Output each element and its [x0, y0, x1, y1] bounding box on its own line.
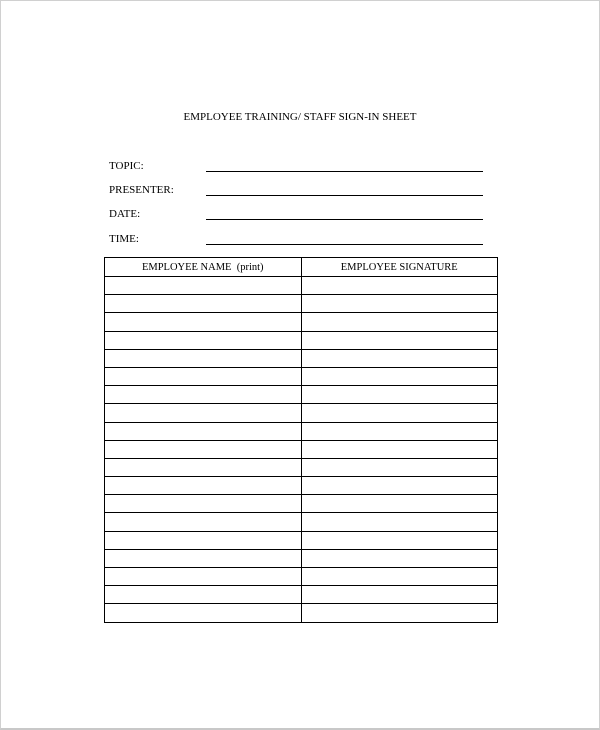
presenter-label: PRESENTER: — [109, 184, 174, 196]
name-cell[interactable] — [105, 586, 302, 604]
name-cell[interactable] — [105, 568, 302, 586]
name-cell[interactable] — [105, 440, 302, 458]
signature-cell[interactable] — [301, 404, 498, 422]
table-row — [105, 277, 498, 295]
name-cell[interactable] — [105, 331, 302, 349]
table-row — [105, 440, 498, 458]
name-cell[interactable] — [105, 277, 302, 295]
sign-in-table — [104, 257, 498, 623]
date-label: DATE: — [109, 208, 141, 220]
topic-label: TOPIC: — [109, 160, 144, 172]
signature-cell[interactable] — [301, 331, 498, 349]
table-row — [105, 531, 498, 549]
table-row — [105, 331, 498, 349]
signature-cell[interactable] — [301, 549, 498, 567]
table-row — [105, 295, 498, 313]
table-row — [105, 386, 498, 404]
table-row — [105, 458, 498, 476]
table-row — [105, 349, 498, 367]
table-row — [105, 477, 498, 495]
signature-cell[interactable] — [301, 513, 498, 531]
time-label: TIME: — [109, 233, 139, 245]
signature-cell[interactable] — [301, 349, 498, 367]
signature-cell[interactable] — [301, 367, 498, 385]
signature-cell[interactable] — [301, 495, 498, 513]
document-title: EMPLOYEE TRAINING/ STAFF SIGN-IN SHEET — [183, 111, 417, 123]
employee-name-header: EMPLOYEE NAME (print) — [105, 258, 302, 277]
name-cell[interactable] — [105, 313, 302, 331]
signature-cell[interactable] — [301, 386, 498, 404]
table-row — [105, 313, 498, 331]
name-cell[interactable] — [105, 495, 302, 513]
table-row — [105, 604, 498, 622]
name-cell[interactable] — [105, 404, 302, 422]
table-header-row — [105, 258, 498, 277]
table-row — [105, 422, 498, 440]
name-cell[interactable] — [105, 422, 302, 440]
name-cell[interactable] — [105, 513, 302, 531]
name-cell[interactable] — [105, 349, 302, 367]
signature-cell[interactable] — [301, 477, 498, 495]
presenter-line[interactable] — [206, 195, 483, 196]
name-cell[interactable] — [105, 477, 302, 495]
date-line[interactable] — [206, 219, 483, 220]
name-cell[interactable] — [105, 367, 302, 385]
table-row — [105, 586, 498, 604]
signature-cell[interactable] — [301, 458, 498, 476]
table-row — [105, 367, 498, 385]
name-cell[interactable] — [105, 295, 302, 313]
signature-cell[interactable] — [301, 568, 498, 586]
name-cell[interactable] — [105, 386, 302, 404]
name-cell[interactable] — [105, 549, 302, 567]
signature-cell[interactable] — [301, 295, 498, 313]
name-cell[interactable] — [105, 458, 302, 476]
name-cell[interactable] — [105, 531, 302, 549]
signature-cell[interactable] — [301, 531, 498, 549]
table-row — [105, 513, 498, 531]
signature-cell[interactable] — [301, 586, 498, 604]
signature-cell[interactable] — [301, 422, 498, 440]
table-row — [105, 568, 498, 586]
topic-line[interactable] — [206, 171, 483, 172]
name-cell[interactable] — [105, 604, 302, 622]
signature-cell[interactable] — [301, 440, 498, 458]
table-row — [105, 549, 498, 567]
time-line[interactable] — [206, 244, 483, 245]
employee-signature-header: EMPLOYEE SIGNATURE — [301, 258, 498, 277]
table-row — [105, 404, 498, 422]
signature-cell[interactable] — [301, 313, 498, 331]
signature-cell[interactable] — [301, 604, 498, 622]
table-row — [105, 495, 498, 513]
signature-cell[interactable] — [301, 277, 498, 295]
